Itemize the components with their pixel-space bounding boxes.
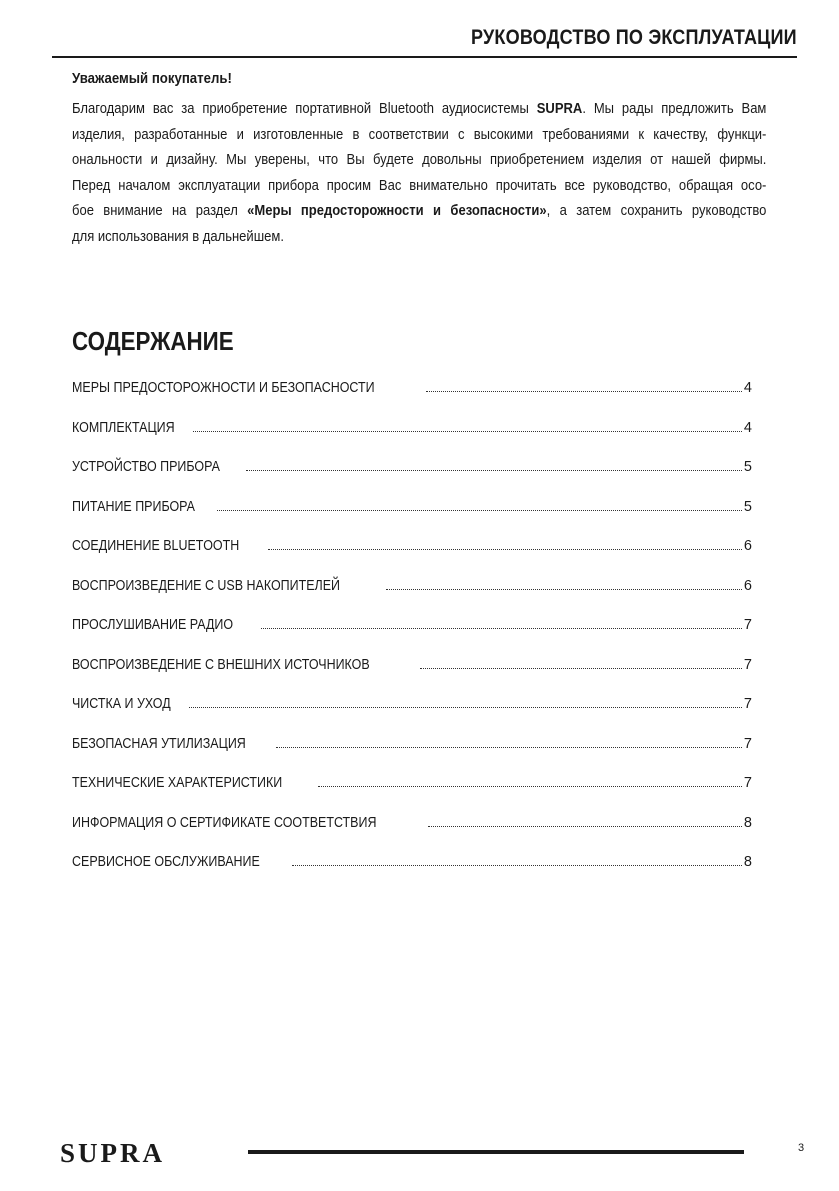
toc-item-page: 7 xyxy=(743,775,752,791)
toc-item-page: 4 xyxy=(743,380,752,396)
toc-item[interactable] xyxy=(72,811,752,831)
toc-item-label: СОЕДИНЕНИЕ BLUETOOTH xyxy=(72,538,240,554)
brand-logo: SUPRA xyxy=(60,1138,166,1168)
page-number: 3 xyxy=(798,1142,805,1154)
intro-text: . Мы рады предложить Вам xyxy=(582,100,767,117)
toc-leader-dots xyxy=(420,668,742,669)
toc-leader-dots xyxy=(318,786,742,787)
footer-divider xyxy=(248,1150,744,1154)
intro-line: Перед началом эксплуатации прибора просим Вас внимательно прочитать все руководство, обращая осо- xyxy=(72,176,767,194)
toc-item-page: 7 xyxy=(743,656,752,673)
toc-item-page: 8 xyxy=(743,814,752,831)
intro-line xyxy=(72,96,766,122)
intro-section-reference: «Меры предосторожности и безопасности» xyxy=(247,202,547,219)
intro-text: , а затем сохранить руководство xyxy=(546,202,767,219)
intro-line xyxy=(72,198,766,224)
toc-item[interactable] xyxy=(72,850,752,870)
toc-item-label: БЕЗОПАСНАЯ УТИЛИЗАЦИЯ xyxy=(72,735,246,752)
toc-item-page: 8 xyxy=(743,854,752,870)
toc-item[interactable] xyxy=(72,771,752,791)
intro-line: изделия, разработанные и изготовленные в соответствии с высокими требованиями к качеству, функци- xyxy=(72,125,767,143)
toc-leader-dots xyxy=(246,470,742,471)
intro-text: бое внимание на раздел xyxy=(72,202,248,219)
toc-item[interactable] xyxy=(72,416,752,436)
greeting-heading: Уважаемый покупатель! xyxy=(72,70,232,87)
header-divider xyxy=(52,56,797,58)
toc-title: СОДЕРЖАНИЕ xyxy=(72,326,234,356)
toc-item-label: ТЕХНИЧЕСКИЕ ХАРАКТЕРИСТИКИ xyxy=(72,775,283,791)
toc-item[interactable] xyxy=(72,613,752,633)
toc-item-label: ЧИСТКА И УХОД xyxy=(72,696,171,712)
intro-brand: SUPRA xyxy=(536,100,583,117)
toc-item[interactable] xyxy=(72,574,752,594)
toc-item-label: ИНФОРМАЦИЯ О СЕРТИФИКАТЕ СООТВЕТСТВИЯ xyxy=(72,814,377,831)
intro-line: для использования в дальнейшем. xyxy=(72,227,284,245)
toc-item-label: МЕРЫ ПРЕДОСТОРОЖНОСТИ И БЕЗОПАСНОСТИ xyxy=(72,380,375,396)
toc-item[interactable] xyxy=(72,732,752,752)
toc-item-label: КОМПЛЕКТАЦИЯ xyxy=(72,419,175,436)
toc-item-page: 5 xyxy=(743,498,752,515)
toc-item-label: ПИТАНИЕ ПРИБОРА xyxy=(72,498,195,515)
toc-item-page: 5 xyxy=(743,459,752,475)
toc-item-page: 7 xyxy=(743,735,752,752)
page-header-title: РУКОВОДСТВО ПО ЭКСПЛУАТАЦИИ xyxy=(471,26,797,49)
toc-item-page: 7 xyxy=(743,696,752,712)
toc-leader-dots xyxy=(217,510,742,511)
toc-leader-dots xyxy=(189,707,742,708)
toc-leader-dots xyxy=(276,747,742,748)
toc-leader-dots xyxy=(386,589,742,590)
intro-text: Благодарим вас за приобретение портативной Bluetooth аудиосистемы xyxy=(72,100,537,117)
toc-item-page: 6 xyxy=(743,538,752,554)
toc-leader-dots xyxy=(292,865,742,866)
toc-leader-dots xyxy=(193,431,742,432)
toc-item-page: 7 xyxy=(743,617,752,633)
intro-paragraph xyxy=(72,96,766,249)
toc-item-label: СЕРВИСНОЕ ОБСЛУЖИВАНИЕ xyxy=(72,854,260,870)
toc-leader-dots xyxy=(268,549,741,550)
toc-leader-dots xyxy=(261,628,742,629)
toc-item[interactable] xyxy=(72,455,752,475)
toc-leader-dots xyxy=(428,826,742,827)
toc-item[interactable] xyxy=(72,495,752,515)
toc-item-page: 6 xyxy=(743,577,752,594)
toc-item[interactable] xyxy=(72,376,752,396)
toc-leader-dots xyxy=(426,391,742,392)
toc-item-page: 4 xyxy=(743,419,752,436)
toc-item-label: ВОСПРОИЗВЕДЕНИЕ С USB НАКОПИТЕЛЕЙ xyxy=(72,577,341,594)
intro-line: ональности и дизайну. Мы уверены, что Вы будете довольны приобретением изделия от нашей фирмы. xyxy=(72,151,767,168)
toc-item[interactable] xyxy=(72,692,752,712)
toc-item-label: ВОСПРОИЗВЕДЕНИЕ С ВНЕШНИХ ИСТОЧНИКОВ xyxy=(72,656,370,673)
toc-item[interactable] xyxy=(72,534,752,554)
toc-item[interactable] xyxy=(72,653,752,673)
toc-item-label: ПРОСЛУШИВАНИЕ РАДИО xyxy=(72,617,234,633)
toc-item-label: УСТРОЙСТВО ПРИБОРА xyxy=(72,459,220,475)
